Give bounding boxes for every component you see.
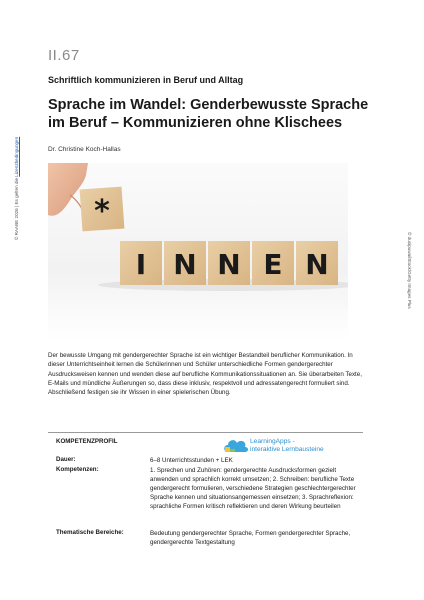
profile-heading: KOMPETENZPROFIL: [56, 438, 118, 445]
author: Dr. Christine Koch-Hallas: [48, 146, 121, 153]
cubes-illustration: [48, 163, 348, 341]
copyright-text: © RAABE 2026 | Es gelten die: [14, 176, 19, 240]
letter-cubes: [120, 241, 338, 285]
learningapps-line-2: interaktive Lernbausteine: [250, 446, 324, 453]
page-title: [48, 96, 378, 132]
series-subtitle: Schriftlich kommunizieren in Beruf und Alltag: [48, 75, 244, 85]
value-kompetenzen: 1. Sprechen und Zuhören: gendergerechte Ausdrucksformen gezielt anwenden und sprachlich korrekt umsetzen; 2. Schreiben: berufliche Texte gendergerecht formulieren, verschiedene Strategien geschlechtergerechter Sprache kennen und situationsangemessen einsetzen; 3. Sprachreflexion: sprachliche Formen kritisch reflektieren und deren Wirkung beurteilen: [150, 467, 356, 510]
license-link[interactable]: Lizenzbedingungen: [14, 136, 19, 177]
title-line-1: Sprache im Wandel: Genderbewusste Sprache: [48, 97, 369, 113]
label-themen: Thematische Bereiche:: [56, 529, 124, 536]
title-line-2: im Beruf – Kommunizieren ohne Klischees: [48, 115, 343, 131]
cube-letter-3: N: [217, 248, 241, 281]
learningapps-line-1: LearningApps -: [250, 438, 295, 445]
chapter-number: II.67: [48, 47, 80, 64]
cube-letter-5: N: [305, 248, 329, 281]
cube-letter-1: I: [135, 248, 147, 281]
intro-paragraph: Der bewusste Umgang mit gendergerechter Sprache ist ein wichtiger Bestandteil beruflicher Kommunikation. In dieser Unterrichtseinheit lernen die Schülerinnen und Schüler unterschiedliche Formen gendergerechter Ausdrucksweisen kennen und wenden diese auf berufliche Kommunikationssituationen an. Sie überarbeiten Texte, E-Mails und mündliche Äußerungen so, dass diese inklusiv, respektvoll und adressatengerecht formuliert sind. Abschließend festigen sie ihr Wissen in einer spielerischen Übung.: [48, 352, 362, 397]
label-kompetenzen: Kompetenzen:: [56, 466, 99, 473]
value-dauer: 6–8 Unterrichtsstunden + LEK: [150, 457, 233, 464]
copyright-note: [14, 137, 19, 240]
star-cube: [80, 187, 125, 232]
cube-letter-4: E: [263, 248, 283, 281]
cloud-icon: [222, 435, 250, 455]
photo-credit: © dusipuwa/iStock/Getty Images Plus: [407, 232, 412, 309]
value-themen: Bedeutung gendergerechter Sprache, Formen gendergerechter Sprache, gendergerechte Textgestaltung: [150, 530, 351, 546]
cover-photo: [48, 163, 348, 341]
star-symbol: *: [94, 194, 110, 229]
learningapps-label: [250, 438, 324, 454]
cube-letter-2: N: [173, 248, 197, 281]
label-dauer: Dauer:: [56, 456, 76, 463]
